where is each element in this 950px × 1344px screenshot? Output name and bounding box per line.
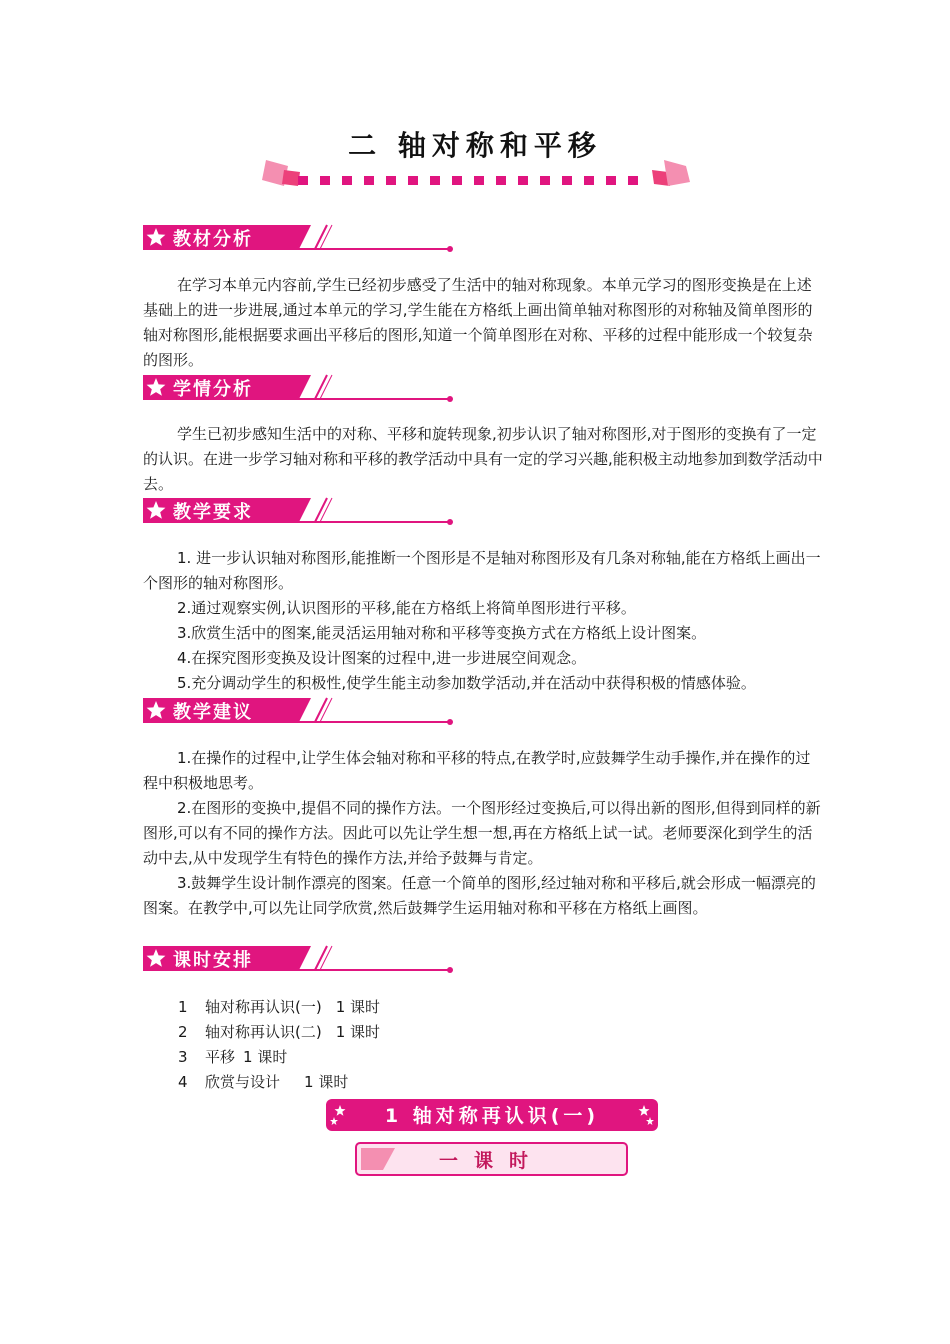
section-title: 教学建议	[173, 702, 253, 723]
section-title: 教学要求	[173, 502, 253, 523]
schedule-topic: 欣赏与设计	[205, 1073, 281, 1091]
paragraph: 1.在操作的过程中,让学生体会轴对称和平移的特点,在教学时,应鼓舞学生动手操作,并在操作的过程中积极地思考。	[143, 749, 811, 792]
schedule-item	[178, 1045, 380, 1070]
chapter-title-decoration	[262, 156, 690, 192]
paragraph: 1. 进一步认识轴对称图形,能推断一个图形是不是轴对称图形及有几条对称轴,能在方格纸上画出一个图形的轴对称图形。	[143, 549, 821, 592]
paragraph: 在学习本单元内容前,学生已经初步感受了生活中的轴对称现象。本单元学习的图形变换是在上述基础上的进一步进展,通过本单元的学习,学生能在方格纸上画出简单轴对称图形的对称轴及简单图形的轴对称图形,能根据要求画出平移后的图形,知道一个简单图形在对称、平移的过程中能形成一个较复杂的图形。	[143, 276, 813, 369]
schedule-number: 1	[178, 998, 188, 1016]
section-header-class-schedule	[143, 944, 455, 974]
lesson-title-banner	[326, 1097, 658, 1133]
schedule-hours: 1 课时	[335, 1023, 381, 1041]
section-body-material-analysis	[143, 273, 823, 373]
schedule-hours: 1 课时	[243, 1048, 288, 1066]
lesson-period: 一课时	[438, 1150, 544, 1172]
section-header-material-analysis	[143, 223, 455, 253]
section-body-teaching-requirements	[143, 546, 823, 696]
section-title: 课时安排	[173, 950, 253, 971]
schedule-topic: 轴对称再认识(二)	[205, 1023, 322, 1041]
paragraph: 4.在探究图形变换及设计图案的过程中,进一步进展空间观念。	[177, 649, 587, 667]
section-header-student-analysis	[143, 373, 455, 403]
paragraph: 2.在图形的变换中,提倡不同的操作方法。一个图形经过变换后,可以得出新的图形,但得到同样的新图形,可以有不同的操作方法。因此可以先让学生想一想,再在方格纸上试一试。老师要深化到学生的活动中去,从中发现学生有特色的操作方法,并给予鼓舞与肯定。	[143, 799, 821, 867]
section-header-teaching-suggestions	[143, 696, 455, 726]
schedule-hours: 1 课时	[304, 1073, 349, 1091]
paragraph: 学生已初步感知生活中的对称、平移和旋转现象,初步认识了轴对称图形,对于图形的变换有了一定的认识。在进一步学习轴对称和平移的教学活动中具有一定的学习兴趣,能积极主动地参加到数学活动中去。	[143, 425, 823, 493]
chapter-title: 二 轴对称和平移	[348, 129, 602, 162]
lesson-title: 1 轴对称再认识(一)	[384, 1105, 600, 1127]
schedule-number: 2	[178, 1023, 188, 1041]
schedule-list	[178, 995, 380, 1095]
schedule-number: 3	[178, 1048, 188, 1066]
schedule-item	[178, 995, 380, 1020]
lesson-period-box	[355, 1142, 628, 1176]
schedule-topic: 轴对称再认识(一)	[205, 998, 322, 1016]
schedule-item	[178, 1020, 380, 1045]
paragraph: 5.充分调动学生的积极性,使学生能主动参加数学活动,并在活动中获得积极的情感体验。	[177, 674, 756, 692]
section-body-student-analysis	[143, 422, 823, 497]
paragraph: 3.鼓舞学生设计制作漂亮的图案。任意一个简单的图形,经过轴对称和平移后,就会形成一幅漂亮的图案。在教学中,可以先让同学欣赏,然后鼓舞学生运用轴对称和平移在方格纸上画图。	[143, 874, 816, 917]
paragraph: 2.通过观察实例,认识图形的平移,能在方格纸上将简单图形进行平移。	[177, 599, 636, 617]
schedule-topic: 平移	[205, 1048, 236, 1066]
section-title: 学情分析	[173, 379, 253, 400]
schedule-number: 4	[178, 1073, 188, 1091]
section-header-teaching-requirements	[143, 496, 455, 526]
schedule-item	[178, 1070, 380, 1095]
section-body-teaching-suggestions	[143, 746, 823, 921]
paragraph: 3.欣赏生活中的图案,能灵活运用轴对称和平移等变换方式在方格纸上设计图案。	[177, 624, 707, 642]
schedule-hours: 1 课时	[335, 998, 381, 1016]
section-title: 教材分析	[173, 229, 253, 250]
